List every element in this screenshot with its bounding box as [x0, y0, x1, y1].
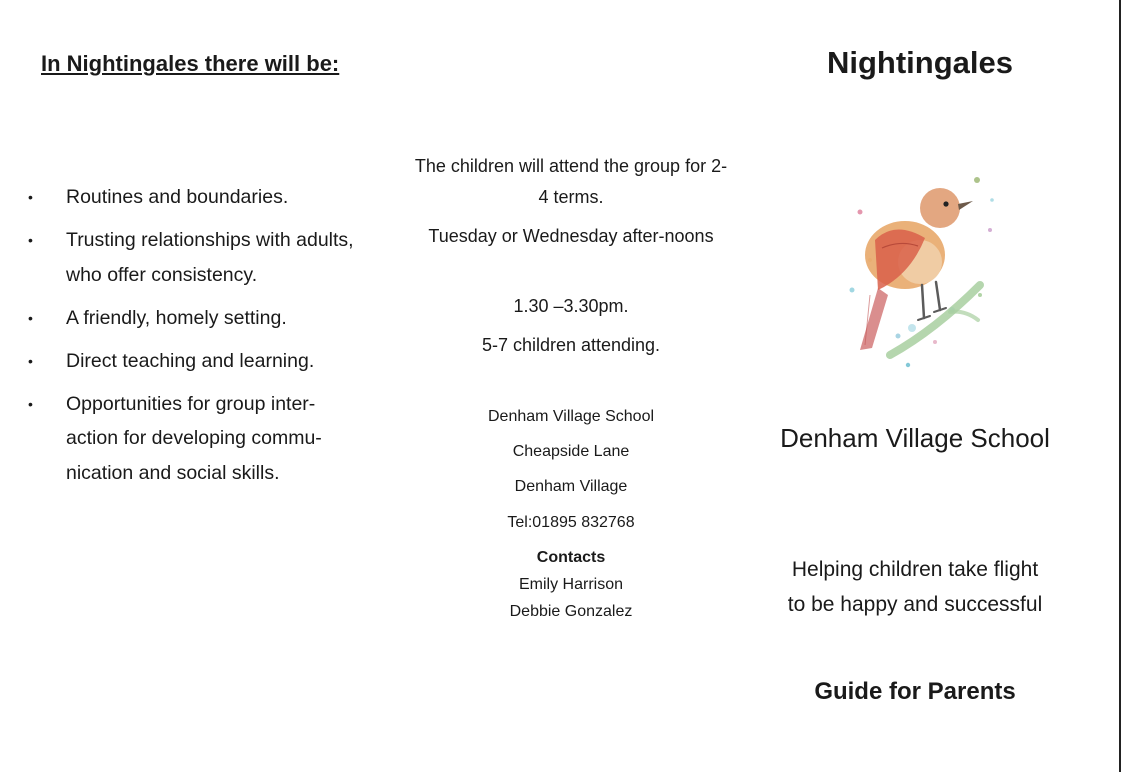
tagline-line-1: Helping children take flight [791, 558, 1039, 581]
list-item [0, 223, 366, 292]
time-text: 1.30 –3.30pm. [513, 296, 629, 316]
list-item-text: Direct teaching and learning. [66, 349, 315, 372]
nightingale-bird-icon [840, 160, 1000, 375]
brochure-title: Nightingales [826, 45, 1013, 80]
contacts-heading: Contacts [536, 549, 606, 566]
list-item [0, 301, 366, 336]
days-text: Tuesday or Wednesday after-noons [428, 226, 714, 246]
bullet-icon: • [28, 352, 33, 369]
bullet-icon: • [28, 309, 33, 326]
bullet-icon: • [28, 189, 33, 205]
school-name: Denham Village School [780, 423, 1050, 453]
guide-label: Guide for Parents [814, 678, 1016, 705]
list-item [0, 387, 366, 491]
contact-name: Debbie Gonzalez [509, 603, 633, 620]
features-heading: In Nightingales there will be: [41, 51, 340, 76]
page-edge-line [1119, 0, 1121, 772]
features-list [0, 180, 380, 499]
address-street: Cheapside Lane [512, 443, 630, 460]
attendance-text: The children will attend the group for 2-4 terms. [414, 156, 728, 207]
list-item-text: Opportunities for group inter-action for developing commu-nication and social skills. [66, 392, 322, 484]
list-item-text: Routines and boundaries. [66, 186, 289, 208]
phone-number: Tel:01895 832768 [507, 514, 635, 531]
branch-shape [890, 285, 980, 355]
list-item [0, 180, 366, 215]
tagline [760, 552, 1070, 622]
list-item [0, 344, 366, 379]
address-school: Denham Village School [487, 408, 655, 425]
address-village: Denham Village [514, 478, 628, 495]
contact-name: Emily Harrison [518, 576, 623, 593]
tagline-line-2: to be happy and successful [787, 593, 1043, 616]
group-size-text: 5-7 children attending. [481, 335, 661, 355]
list-item-text: A friendly, homely setting. [66, 306, 287, 329]
list-item-text: Trusting relationships with adults, who offer consistency. [66, 229, 354, 286]
bullet-icon: • [28, 232, 33, 248]
bullet-icon: • [28, 395, 33, 412]
